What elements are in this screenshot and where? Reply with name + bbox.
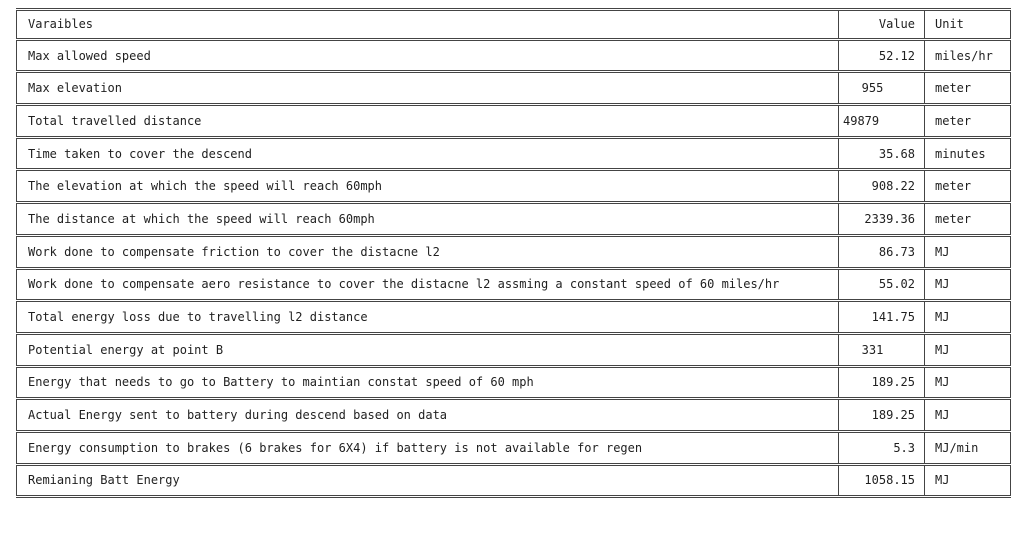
table-row — [16, 466, 1011, 499]
row-variable: Energy consumption to brakes (6 brakes for 6X4) if battery is not available for regen — [16, 433, 839, 463]
row-variable: Work done to compensate aero resistance to cover the distacne l2 assming a constant speed of 60 miles/hr — [16, 270, 839, 300]
header-variables: Varaibles — [16, 11, 839, 38]
row-value: 49879 — [839, 106, 925, 136]
row-unit: meter — [925, 204, 1011, 234]
row-value: 2339.36 — [839, 204, 925, 234]
row-variable: Work done to compensate friction to cover the distacne l2 — [16, 237, 839, 267]
row-variable: Energy that needs to go to Battery to maintian constat speed of 60 mph — [16, 368, 839, 398]
row-value: 86.73 — [839, 237, 925, 267]
header-unit: Unit — [925, 11, 1011, 38]
row-value: 55.02 — [839, 270, 925, 300]
row-variable: Remianing Batt Energy — [16, 466, 839, 496]
row-unit: MJ — [925, 302, 1011, 332]
table-row — [16, 400, 1011, 433]
row-variable: Total travelled distance — [16, 106, 839, 136]
row-value: 141.75 — [839, 302, 925, 332]
row-unit: meter — [925, 73, 1011, 103]
row-unit: MJ/min — [925, 433, 1011, 463]
row-variable: Total energy loss due to travelling l2 distance — [16, 302, 839, 332]
row-value: 1058.15 — [839, 466, 925, 496]
table-row — [16, 335, 1011, 368]
row-value: 908.22 — [839, 171, 925, 201]
row-unit: MJ — [925, 400, 1011, 430]
table-row — [16, 106, 1011, 139]
row-unit: MJ — [925, 270, 1011, 300]
row-value: 189.25 — [839, 368, 925, 398]
row-variable: The distance at which the speed will reach 60mph — [16, 204, 839, 234]
row-value: 5.3 — [839, 433, 925, 463]
header-value: Value — [839, 11, 925, 38]
table-row — [16, 433, 1011, 466]
row-unit: meter — [925, 171, 1011, 201]
row-unit: MJ — [925, 335, 1011, 365]
row-value: 35.68 — [839, 139, 925, 169]
table-row — [16, 171, 1011, 204]
table-row — [16, 73, 1011, 106]
row-variable: The elevation at which the speed will reach 60mph — [16, 171, 839, 201]
row-value: 52.12 — [839, 41, 925, 71]
row-value: 331 — [839, 335, 925, 365]
table-header-row — [16, 8, 1011, 41]
row-value: 955 — [839, 73, 925, 103]
row-unit: miles/hr — [925, 41, 1011, 71]
data-table — [16, 8, 1011, 498]
row-variable: Potential energy at point B — [16, 335, 839, 365]
row-value: 189.25 — [839, 400, 925, 430]
row-variable: Max allowed speed — [16, 41, 839, 71]
table-row — [16, 41, 1011, 74]
row-unit: meter — [925, 106, 1011, 136]
table-row — [16, 270, 1011, 303]
row-unit: MJ — [925, 466, 1011, 496]
table-row — [16, 139, 1011, 172]
row-variable: Time taken to cover the descend — [16, 139, 839, 169]
row-unit: MJ — [925, 368, 1011, 398]
row-variable: Max elevation — [16, 73, 839, 103]
table-row — [16, 302, 1011, 335]
table-row — [16, 368, 1011, 401]
table-row — [16, 204, 1011, 237]
table-row — [16, 237, 1011, 270]
row-unit: minutes — [925, 139, 1011, 169]
row-variable: Actual Energy sent to battery during descend based on data — [16, 400, 839, 430]
row-unit: MJ — [925, 237, 1011, 267]
